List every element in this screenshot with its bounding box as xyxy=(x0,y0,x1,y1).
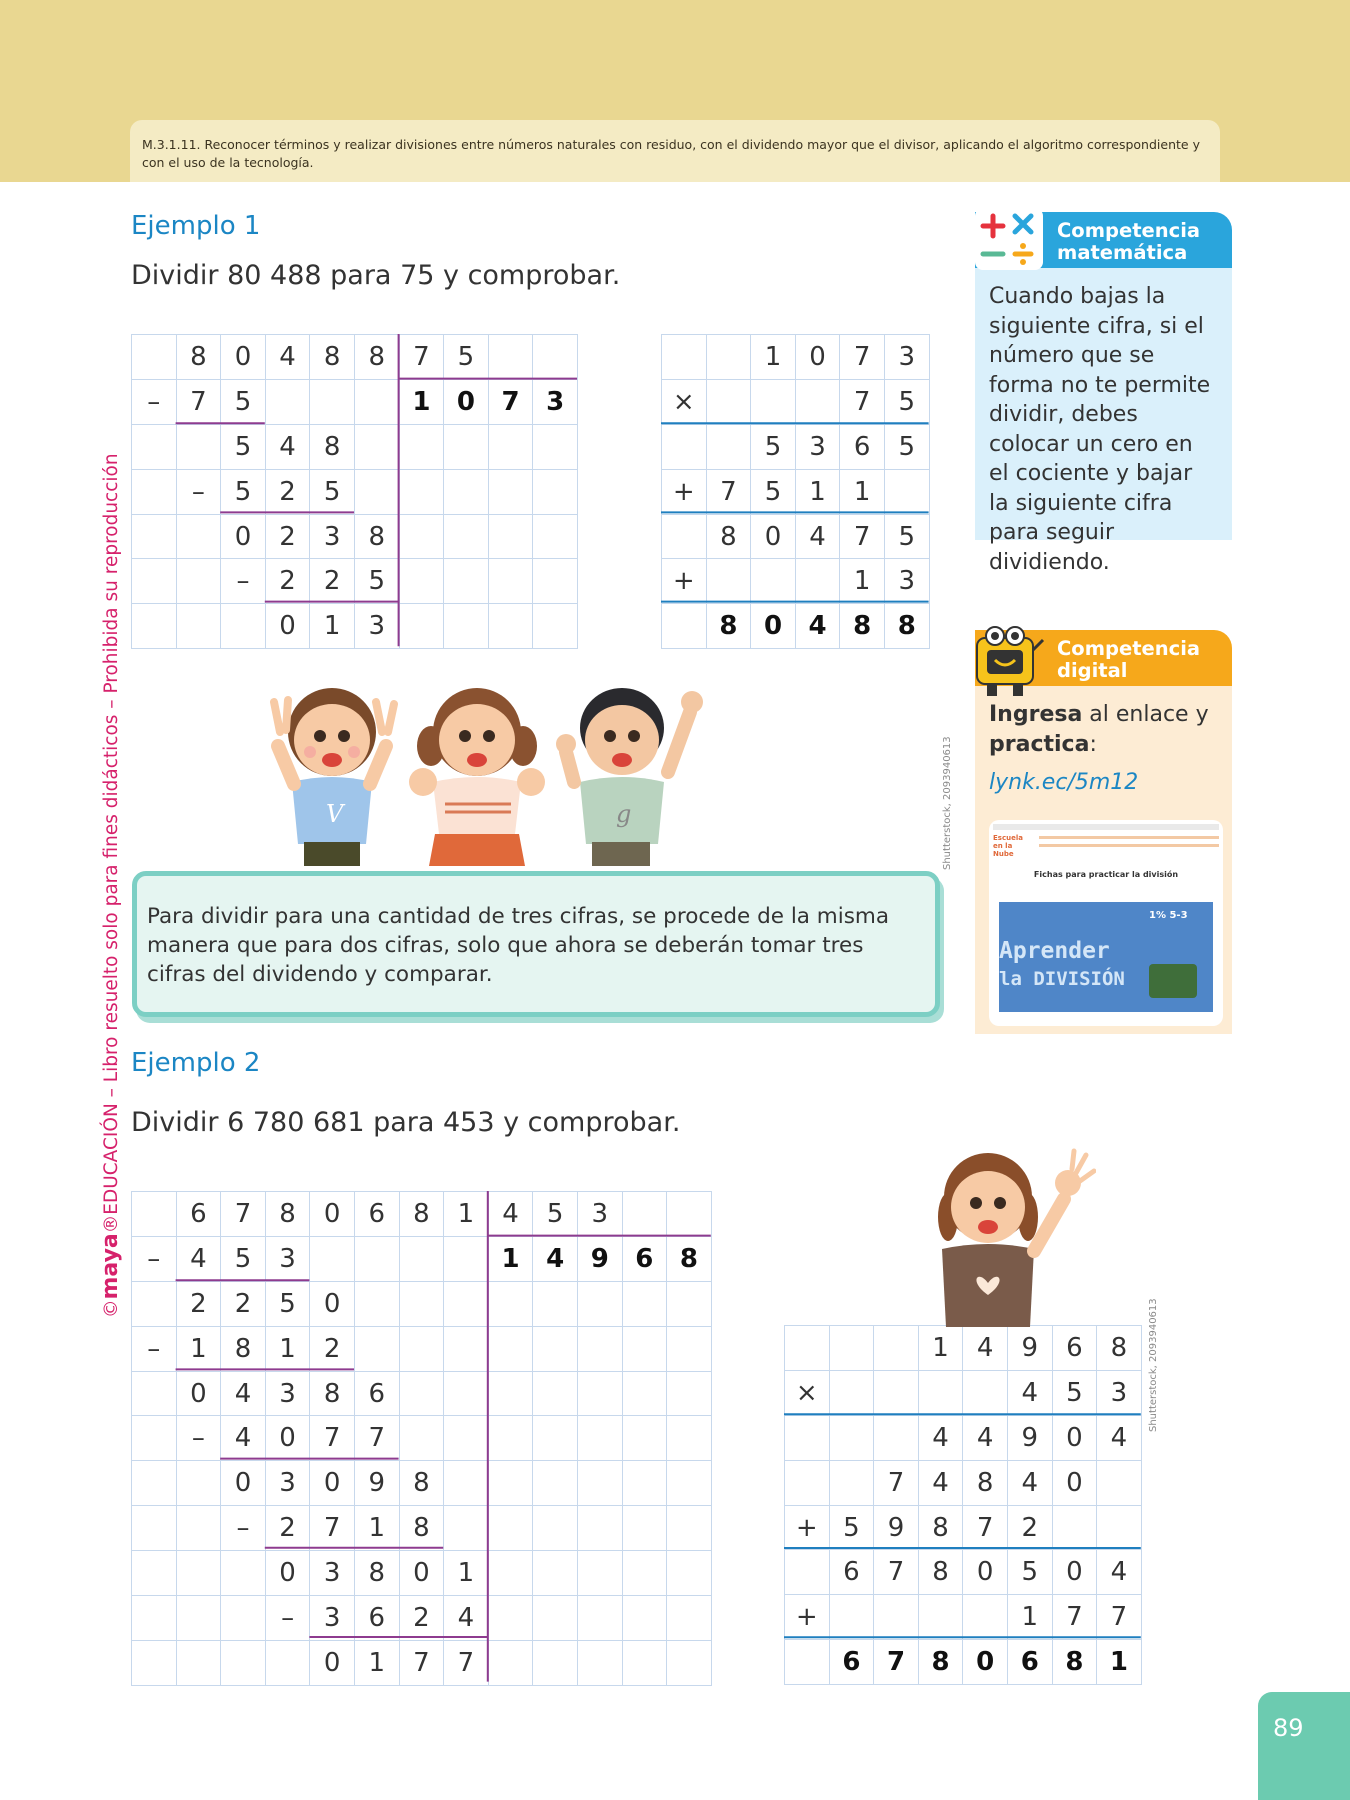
grid-cell: 6 xyxy=(354,1371,399,1416)
grid-cell: 8 xyxy=(1052,1640,1097,1685)
grid-cell: 7 xyxy=(874,1640,919,1685)
image-credit-2: Shutterstock, 2093940613 xyxy=(1148,1298,1159,1432)
grid-cell: 5 xyxy=(221,1236,266,1281)
grid-cell: 8 xyxy=(706,604,751,649)
thumb-heading: Fichas para practicar la división xyxy=(1033,870,1179,879)
copyright-symbol: © xyxy=(101,1299,122,1318)
robot-mascot-icon xyxy=(971,620,1047,700)
math-card-body: Cuando bajas la siguiente cifra, si el número que se forma no te permite dividir, debes colocar un cero en el cociente y bajar la siguiente cifra para seguir dividiendo. xyxy=(975,268,1232,540)
grid-cell: 7 xyxy=(399,335,444,380)
grid-cell: 5 xyxy=(751,424,796,469)
grid-cell: 7 xyxy=(310,1506,355,1551)
page-number: 89 xyxy=(1258,1692,1350,1800)
example1-check-lines xyxy=(661,334,941,654)
example1-prompt: Dividir 80 488 para 75 y comprobar. xyxy=(131,260,621,291)
digital-card-instruction xyxy=(989,700,1224,759)
grid-cell: 7 xyxy=(1052,1595,1097,1640)
grid-cell: 7 xyxy=(354,1416,399,1461)
grid-cell: 0 xyxy=(751,604,796,649)
grid-cell: 5 xyxy=(533,1192,578,1237)
grid-cell: 4 xyxy=(1007,1370,1052,1415)
grid-cell: 5 xyxy=(884,424,929,469)
grid-cell: 1 xyxy=(840,559,885,604)
copyright-sidebar xyxy=(98,453,123,1318)
grid-cell: 3 xyxy=(884,335,929,380)
grid-cell: 2 xyxy=(265,469,310,514)
grid-cell: 2 xyxy=(310,559,355,604)
grid-cell: 2 xyxy=(399,1596,444,1641)
digital-card-body xyxy=(975,686,1232,1034)
grid-cell: 3 xyxy=(354,604,399,649)
grid-cell: 4 xyxy=(918,1460,963,1505)
grid-cell: 6 xyxy=(354,1192,399,1237)
grid-cell: 4 xyxy=(221,1416,266,1461)
grid-cell: 7 xyxy=(1097,1595,1142,1640)
ingresa-word: Ingresa xyxy=(989,702,1083,727)
grid-cell: 7 xyxy=(840,514,885,559)
grid-cell: 1 xyxy=(840,469,885,514)
grid-cell: 5 xyxy=(751,469,796,514)
grid-cell: 7 xyxy=(874,1460,919,1505)
grid-cell: – xyxy=(132,379,177,424)
grid-cell: 3 xyxy=(884,559,929,604)
grid-cell: 8 xyxy=(354,514,399,559)
grid-cell: 8 xyxy=(399,1192,444,1237)
grid-cell: 0 xyxy=(265,1416,310,1461)
digital-competence-card xyxy=(975,630,1232,1034)
grid-cell: 0 xyxy=(751,514,796,559)
grid-cell: 5 xyxy=(221,379,266,424)
grid-cell: 5 xyxy=(354,559,399,604)
grid-cell: 5 xyxy=(884,514,929,559)
grid-cell: 4 xyxy=(1097,1415,1142,1460)
math-card-title-1: Competencia xyxy=(1057,219,1201,242)
grid-cell: 8 xyxy=(310,335,355,380)
grid-cell: 8 xyxy=(399,1461,444,1506)
grid-cell: 4 xyxy=(918,1415,963,1460)
grid-cell: 0 xyxy=(176,1371,221,1416)
grid-cell: 4 xyxy=(963,1415,1008,1460)
grid-cell: 4 xyxy=(533,1236,578,1281)
grid-cell: 3 xyxy=(310,514,355,559)
grid-cell: 1 xyxy=(1097,1640,1142,1685)
grid-cell: 8 xyxy=(706,514,751,559)
grid-cell: 7 xyxy=(488,379,533,424)
grid-cell: 8 xyxy=(176,335,221,380)
grid-cell: 5 xyxy=(1052,1370,1097,1415)
grid-cell: 0 xyxy=(399,1551,444,1596)
grid-cell: 0 xyxy=(444,379,489,424)
grid-cell: 1 xyxy=(1007,1595,1052,1640)
grid-cell: 0 xyxy=(310,1192,355,1237)
grid-cell: 2 xyxy=(265,1506,310,1551)
grid-cell: 7 xyxy=(310,1416,355,1461)
grid-cell: 3 xyxy=(533,379,578,424)
grid-cell: + xyxy=(662,559,707,604)
grid-cell: 8 xyxy=(884,604,929,649)
thumb-banner-badge: 1% 5-3 xyxy=(1149,910,1188,921)
grid-cell: 2 xyxy=(176,1281,221,1326)
grid-cell: 0 xyxy=(1052,1415,1097,1460)
grid-cell: 6 xyxy=(829,1550,874,1595)
thumb-browser-bar xyxy=(993,824,1219,830)
grid-cell: 0 xyxy=(265,1551,310,1596)
grid-cell: 4 xyxy=(963,1326,1008,1371)
grid-cell: 3 xyxy=(310,1596,355,1641)
curriculum-objective: M.3.1.11. Reconocer términos y realizar divisiones entre números naturales con residuo, con el dividendo mayor que el divisor, aplicando el algoritmo correspondiente y con el uso de la tecnología. xyxy=(130,120,1220,182)
grid-cell: 9 xyxy=(874,1505,919,1550)
grid-cell: 9 xyxy=(1007,1326,1052,1371)
al-enlace-text: al enlace y xyxy=(1082,702,1209,727)
grid-cell: 2 xyxy=(1007,1505,1052,1550)
grid-cell: + xyxy=(785,1505,830,1550)
grid-cell: 0 xyxy=(963,1550,1008,1595)
grid-cell: – xyxy=(221,1506,266,1551)
grid-cell: 3 xyxy=(577,1192,622,1237)
grid-cell: 1 xyxy=(488,1236,533,1281)
grid-cell: 3 xyxy=(265,1371,310,1416)
grid-cell: – xyxy=(265,1596,310,1641)
grid-cell: 1 xyxy=(444,1192,489,1237)
grid-cell: 1 xyxy=(751,335,796,380)
grid-cell: 0 xyxy=(221,514,266,559)
thumb-nav-line-2 xyxy=(1039,844,1219,847)
grid-cell: 7 xyxy=(963,1505,1008,1550)
example2-title: Ejemplo 2 xyxy=(131,1048,261,1078)
grid-cell: 7 xyxy=(840,335,885,380)
grid-cell: 0 xyxy=(310,1640,355,1685)
grid-cell: 0 xyxy=(963,1640,1008,1685)
colon-text: : xyxy=(1089,731,1097,757)
grid-cell: 8 xyxy=(840,604,885,649)
grid-cell: 2 xyxy=(221,1281,266,1326)
grid-cell: 3 xyxy=(265,1236,310,1281)
grid-cell: 0 xyxy=(795,335,840,380)
girl-waving-illustration xyxy=(926,1143,1096,1327)
grid-cell: + xyxy=(662,469,707,514)
thumb-banner-title-2: la DIVISIÓN xyxy=(999,968,1125,990)
shirt-letter-1: V xyxy=(326,800,344,828)
grid-cell: 5 xyxy=(265,1281,310,1326)
image-credit-1: Shutterstock, 2093940613 xyxy=(942,736,953,870)
grid-cell: 3 xyxy=(795,424,840,469)
grid-cell: 3 xyxy=(1097,1370,1142,1415)
grid-cell: 5 xyxy=(310,469,355,514)
grid-cell: 6 xyxy=(176,1192,221,1237)
grid-cell: 8 xyxy=(221,1326,266,1371)
grid-cell: 2 xyxy=(265,514,310,559)
grid-cell: 9 xyxy=(354,1461,399,1506)
grid-cell: 0 xyxy=(221,335,266,380)
grid-cell: 4 xyxy=(221,1371,266,1416)
grid-cell: 5 xyxy=(829,1505,874,1550)
grid-cell: × xyxy=(662,379,707,424)
brand-name: maya xyxy=(98,1233,123,1300)
grid-cell: 8 xyxy=(1097,1326,1142,1371)
grid-cell: 8 xyxy=(918,1550,963,1595)
grid-cell: – xyxy=(132,1326,177,1371)
example1-title: Ejemplo 1 xyxy=(131,211,261,241)
grid-cell: 0 xyxy=(1052,1460,1097,1505)
math-competence-card xyxy=(975,212,1232,575)
example1-division-lines xyxy=(131,334,581,654)
thumb-site-logo: Escuela en la Nube xyxy=(993,834,1023,858)
grid-cell: 8 xyxy=(310,1371,355,1416)
thumb-nav-line xyxy=(1039,836,1219,839)
math-card-title-2: matemática xyxy=(1057,241,1188,264)
grid-cell: 7 xyxy=(176,379,221,424)
grid-cell: 6 xyxy=(840,424,885,469)
grid-cell: 0 xyxy=(310,1281,355,1326)
grid-cell: 7 xyxy=(444,1640,489,1685)
grid-cell: – xyxy=(132,1236,177,1281)
grid-cell: 1 xyxy=(354,1506,399,1551)
thumb-books-image xyxy=(1149,964,1197,998)
grid-cell: 8 xyxy=(354,1551,399,1596)
grid-cell: 8 xyxy=(667,1236,712,1281)
grid-cell: 8 xyxy=(354,335,399,380)
grid-cell: 1 xyxy=(265,1326,310,1371)
grid-cell: – xyxy=(221,559,266,604)
grid-cell: 4 xyxy=(1007,1460,1052,1505)
grid-cell: 5 xyxy=(444,335,489,380)
grid-cell: 1 xyxy=(918,1326,963,1371)
tip-note-box: Para dividir para una cantidad de tres cifras, se procede de la misma manera que para dos cifras, solo que ahora se deberán tomar tres cifras del dividendo y comparar. xyxy=(132,871,940,1017)
grid-cell: 5 xyxy=(884,379,929,424)
grid-cell: 7 xyxy=(874,1550,919,1595)
grid-cell: 4 xyxy=(176,1236,221,1281)
grid-cell: 7 xyxy=(840,379,885,424)
grid-cell: 6 xyxy=(829,1640,874,1685)
grid-cell: 0 xyxy=(1052,1550,1097,1595)
grid-cell: 1 xyxy=(354,1640,399,1685)
grid-cell: 6 xyxy=(1007,1640,1052,1685)
grid-cell: 5 xyxy=(221,469,266,514)
thumb-banner-title-1: Aprender xyxy=(999,938,1110,964)
grid-cell: × xyxy=(785,1370,830,1415)
grid-cell: – xyxy=(176,469,221,514)
grid-cell: 6 xyxy=(622,1236,667,1281)
grid-cell: 8 xyxy=(310,424,355,469)
grid-cell: 1 xyxy=(310,604,355,649)
grid-cell: 9 xyxy=(577,1236,622,1281)
grid-cell: 6 xyxy=(354,1596,399,1641)
math-operations-icon xyxy=(971,204,1047,274)
grid-cell: 7 xyxy=(221,1192,266,1237)
grid-cell: 4 xyxy=(795,514,840,559)
grid-cell: 8 xyxy=(265,1192,310,1237)
children-illustration xyxy=(270,672,710,866)
grid-cell: 3 xyxy=(310,1551,355,1596)
grid-cell: 0 xyxy=(221,1461,266,1506)
example2-division-lines xyxy=(131,1191,721,1691)
grid-cell: 0 xyxy=(310,1461,355,1506)
grid-cell: 1 xyxy=(795,469,840,514)
grid-cell: 5 xyxy=(1007,1550,1052,1595)
grid-cell: 8 xyxy=(399,1506,444,1551)
grid-cell: 2 xyxy=(310,1326,355,1371)
grid-cell: 9 xyxy=(1007,1415,1052,1460)
practice-link[interactable]: lynk.ec/5m12 xyxy=(989,770,1139,795)
practica-word: practica xyxy=(989,731,1090,757)
grid-cell: 6 xyxy=(1052,1326,1097,1371)
grid-cell: 1 xyxy=(444,1551,489,1596)
thumb-banner xyxy=(999,902,1213,1012)
digital-card-title-2: digital xyxy=(1057,659,1128,682)
grid-cell: 1 xyxy=(399,379,444,424)
grid-cell: 1 xyxy=(176,1326,221,1371)
shirt-letter-2: g xyxy=(616,800,632,828)
grid-cell: + xyxy=(785,1595,830,1640)
copyright-text: ®EDUCACIÓN – Libro resuelto solo para fines didácticos – Prohibida su reproducción xyxy=(101,453,122,1234)
grid-cell: 4 xyxy=(795,604,840,649)
grid-cell: 4 xyxy=(488,1192,533,1237)
grid-cell: 4 xyxy=(1097,1550,1142,1595)
grid-cell: 3 xyxy=(265,1461,310,1506)
grid-cell: – xyxy=(176,1416,221,1461)
digital-card-title-1: Competencia xyxy=(1057,637,1201,660)
grid-cell: 2 xyxy=(265,559,310,604)
grid-cell: 8 xyxy=(963,1460,1008,1505)
grid-cell: 8 xyxy=(918,1505,963,1550)
grid-cell: 4 xyxy=(444,1596,489,1641)
example2-prompt: Dividir 6 780 681 para 453 y comprobar. xyxy=(131,1107,681,1138)
grid-cell: 5 xyxy=(221,424,266,469)
grid-cell: 4 xyxy=(265,424,310,469)
grid-cell: 0 xyxy=(265,604,310,649)
grid-cell: 4 xyxy=(265,335,310,380)
grid-cell: 8 xyxy=(918,1640,963,1685)
example2-check-lines xyxy=(784,1325,1154,1695)
website-thumbnail[interactable] xyxy=(989,820,1223,1026)
grid-cell: 7 xyxy=(399,1640,444,1685)
grid-cell: 7 xyxy=(706,469,751,514)
